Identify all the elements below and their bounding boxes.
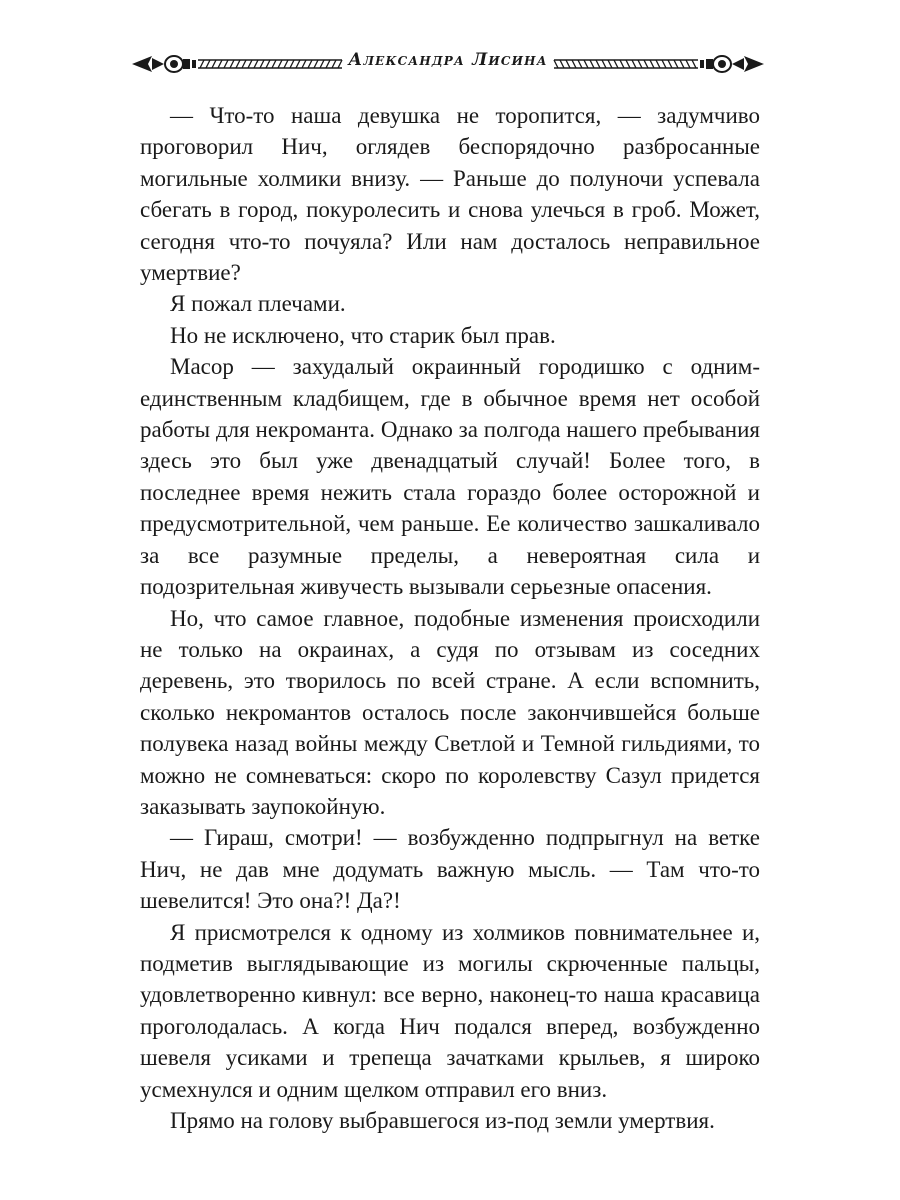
running-head-author: Александра Лисина xyxy=(348,50,548,70)
page-body xyxy=(140,100,760,1136)
running-header xyxy=(130,44,766,84)
paragraph: Я пожал плечами. xyxy=(170,291,346,317)
paragraph: — Что-то наша девушка не торопится, — задумчиво проговорил Нич, оглядев беспорядочно разбросанные могильные холмики внизу. — Раньше до полуночи успевала сбегать в город, покуролесить и снова улечься в гроб. Может, сегодня что-то почуяла? Или нам досталось неправильное умертвие? xyxy=(140,103,760,286)
paragraph: Прямо на голову выбравшегося из-под земли умертвия. xyxy=(170,1108,715,1133)
paragraph: — Гираш, смотри! — возбужденно подпрыгнул на ветке Нич, не дав мне додумать важную мысль. — Там что-то шевелится! Это она?! Да?! xyxy=(140,825,760,914)
paragraph: Я присмотрелся к одному из холмиков повнимательнее и, подметив выглядывающие из могилы скрюченные пальцы, удовлетворенно кивнул: все верно, наконец-то наша красавица проголодалась. А когда Нич подался вперед, возбужденно шевеля усиками и трепеща зачатками крыльев, я широко усмехнулся и одним щелком отправил его вниз. xyxy=(140,919,760,1102)
paragraph: Но не исключено, что старик был прав. xyxy=(170,322,556,348)
paragraph: Масор — захудалый окраинный городишко с одним-единственным кладбищем, где в обычное время нет особой работы для некроманта. Однако за полгода нашего пребывания здесь это был уже двенадцатый случай! Более того, в последнее время нежить стала гораздо более осторожной и предусмотрительной, чем раньше. Ее количество зашкаливало за все разумные пределы, а невероятная сила и подозрительная живучесть вызывали серьезные опасения. xyxy=(140,354,760,600)
spear-ornament-right-icon xyxy=(551,44,766,84)
paragraph: Но, что самое главное, подобные изменения происходили не только на окраинах, а судя по отзывам из соседних деревень, это творилось по всей стране. А если вспомнить, сколько некромантов осталось после закончившейся больше полувека назад войны между Светлой и Темной гильдиями, то можно не сомневаться: скоро по королевству Сазул придется заказывать заупокойную. xyxy=(140,605,760,819)
